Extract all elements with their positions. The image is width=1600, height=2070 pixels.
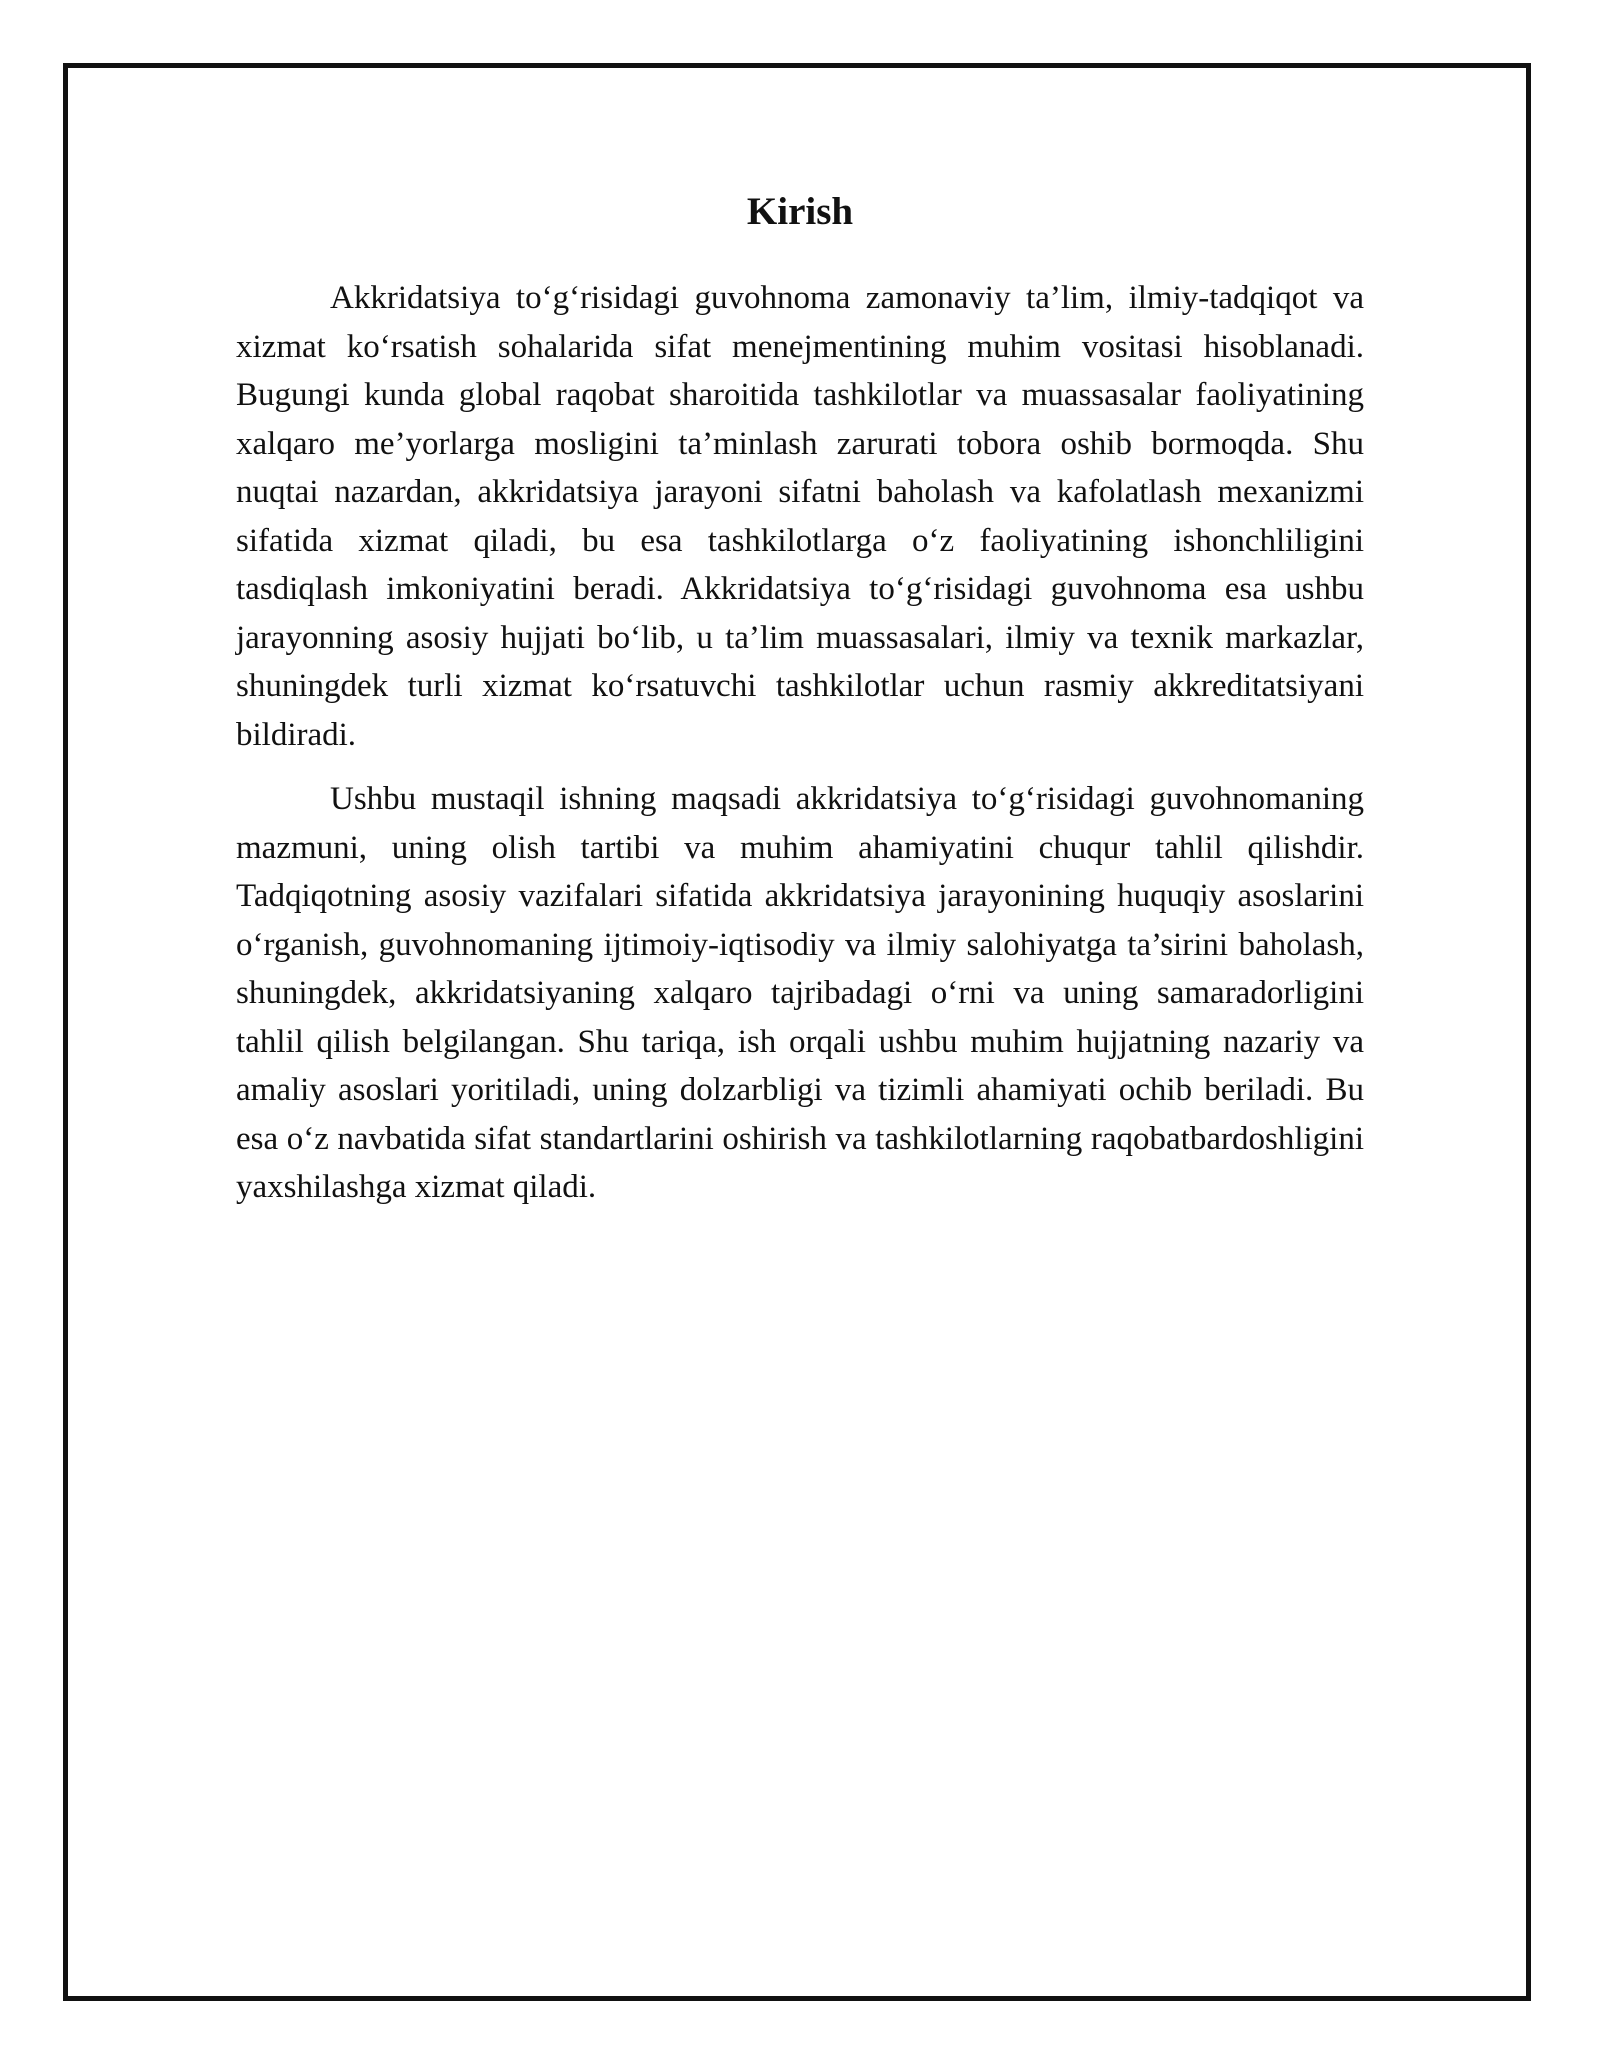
- page-title: Kirish: [746, 190, 854, 233]
- paragraph-intro: Akkridatsiya to‘g‘risidagi guvohnoma zamonaviy ta’lim, ilmiy-tadqiqot va xizmat ko‘rsatish sohalarida sifat menejmentining muhim vositasi hisoblanadi. Bugungi kunda global raqobat sharoitida tashkilotlar va muassasalar faoliyatining xalqaro me’yorlarga mosligini ta’minlash zarurati tobora oshib bormoqda. Shu nuqtai nazardan, akkridatsiya jarayoni sifatni baholash va kafolatlash mexanizmi sifatida xizmat qiladi, bu esa tashkilotlarga o‘z faoliyatining ishonchliligini tasdiqlash imkoniyatini beradi. Akkridatsiya to‘g‘risidagi guvohnoma esa ushbu jarayonning asosiy hujjati bo‘lib, u ta’lim muassasalari, ilmiy va texnik markazlar, shuningdek turli xizmat ko‘rsatuvchi tashkilotlar uchun rasmiy akkreditatsiyani bildiradi.: [236, 280, 1364, 753]
- document-body: [236, 186, 1364, 1228]
- paragraph-purpose: Ushbu mustaqil ishning maqsadi akkridatsiya to‘g‘risidagi guvohnomaning mazmuni, uning olish tartibi va muhim ahamiyatini chuqur tahlil qilishdir. Tadqiqotning asosiy vazifalari sifatida akkridatsiya jarayonining huquqiy asoslarini o‘rganish, guvohnomaning ijtimoiy-iqtisodiy va ilmiy salohiyatga ta’sirini baholash, shuningdek, akkridatsiyaning xalqaro tajribadagi o‘rni va uning samaradorligini tahlil qilish belgilangan. Shu tariqa, ish orqali ushbu muhim hujjatning nazariy va amaliy asoslari yoritiladi, uning dolzarbligi va tizimli ahamiyati ochib beriladi. Bu esa o‘z navbatida sifat standartlarini oshirish va tashkilotlarning raqobatbardoshligini yaxshilashga xizmat qiladi.: [236, 781, 1364, 1205]
